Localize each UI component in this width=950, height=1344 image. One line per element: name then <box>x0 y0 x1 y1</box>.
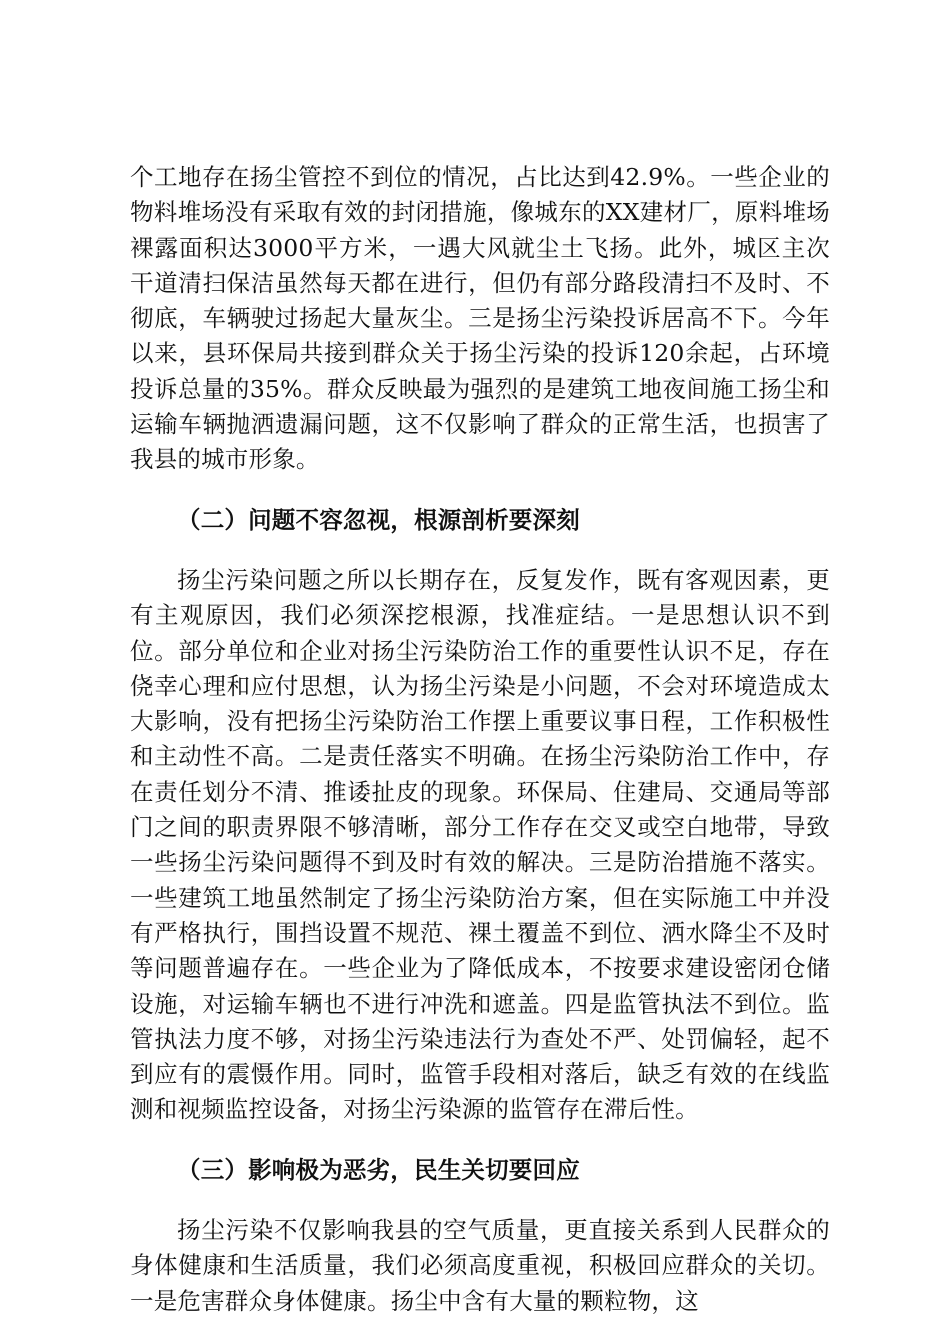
section-heading-2: （二）问题不容忽视，根源剖析要深刻 <box>177 505 580 534</box>
paragraph-impact: 扬尘污染不仅影响我县的空气质量，更直接关系到人民群众的身体健康和生活质量，我们必须高度重视，积极回应群众的关切。一是危害群众身体健康。扬尘中含有大量的颗粒物，这 <box>130 1216 830 1315</box>
document-page <box>130 160 830 1319</box>
section-heading-3: （三）影响极为恶劣，民生关切要回应 <box>177 1155 580 1184</box>
paragraph-continued: 个工地存在扬尘管控不到位的情况，占比达到42.9%。一些企业的物料堆场没有采取有效的封闭措施，像城东的XX建材厂，原料堆场裸露面积达3000平方米，一遇大风就尘土飞扬。此外，城区主次干道清扫保洁虽然每天都在进行，但仍有部分路段清扫不及时、不彻底，车辆驶过扬起大量灰尘。三是扬尘污染投诉居高不下。今年以来，县环保局共接到群众关于扬尘污染的投诉120余起，占环境投诉总量的35%。群众反映最为强烈的是建筑工地夜间施工扬尘和运输车辆抛洒遗漏问题，这不仅影响了群众的正常生活，也损害了我县的城市形象。 <box>130 163 830 474</box>
paragraph-root-causes: 扬尘污染问题之所以长期存在，反复发作，既有客观因素，更有主观原因，我们必须深挖根源，找准症结。一是思想认识不到位。部分单位和企业对扬尘污染防治工作的重要性认识不足，存在侥幸心理和应付思想，认为扬尘污染是小问题，不会对环境造成太大影响，没有把扬尘污染防治工作摆上重要议事日程，工作积极性和主动性不高。二是责任落实不明确。在扬尘污染防治工作中，存在责任划分不清、推诿扯皮的现象。环保局、住建局、交通局等部门之间的职责界限不够清晰，部分工作存在交叉或空白地带，导致一些扬尘污染问题得不到及时有效的解决。三是防治措施不落实。一些建筑工地虽然制定了扬尘污染防治方案，但在实际施工中并没有严格执行，围挡设置不规范、裸土覆盖不到位、洒水降尘不及时等问题普遍存在。一些企业为了降低成本，不按要求建设密闭仓储设施，对运输车辆也不进行冲洗和遮盖。四是监管执法不到位。监管执法力度不够，对扬尘污染违法行为查处不严、处罚偏轻，起不到应有的震慑作用。同时，监管手段相对落后，缺乏有效的在线监测和视频监控设备，对扬尘污染源的监管存在滞后性。 <box>130 565 830 1124</box>
